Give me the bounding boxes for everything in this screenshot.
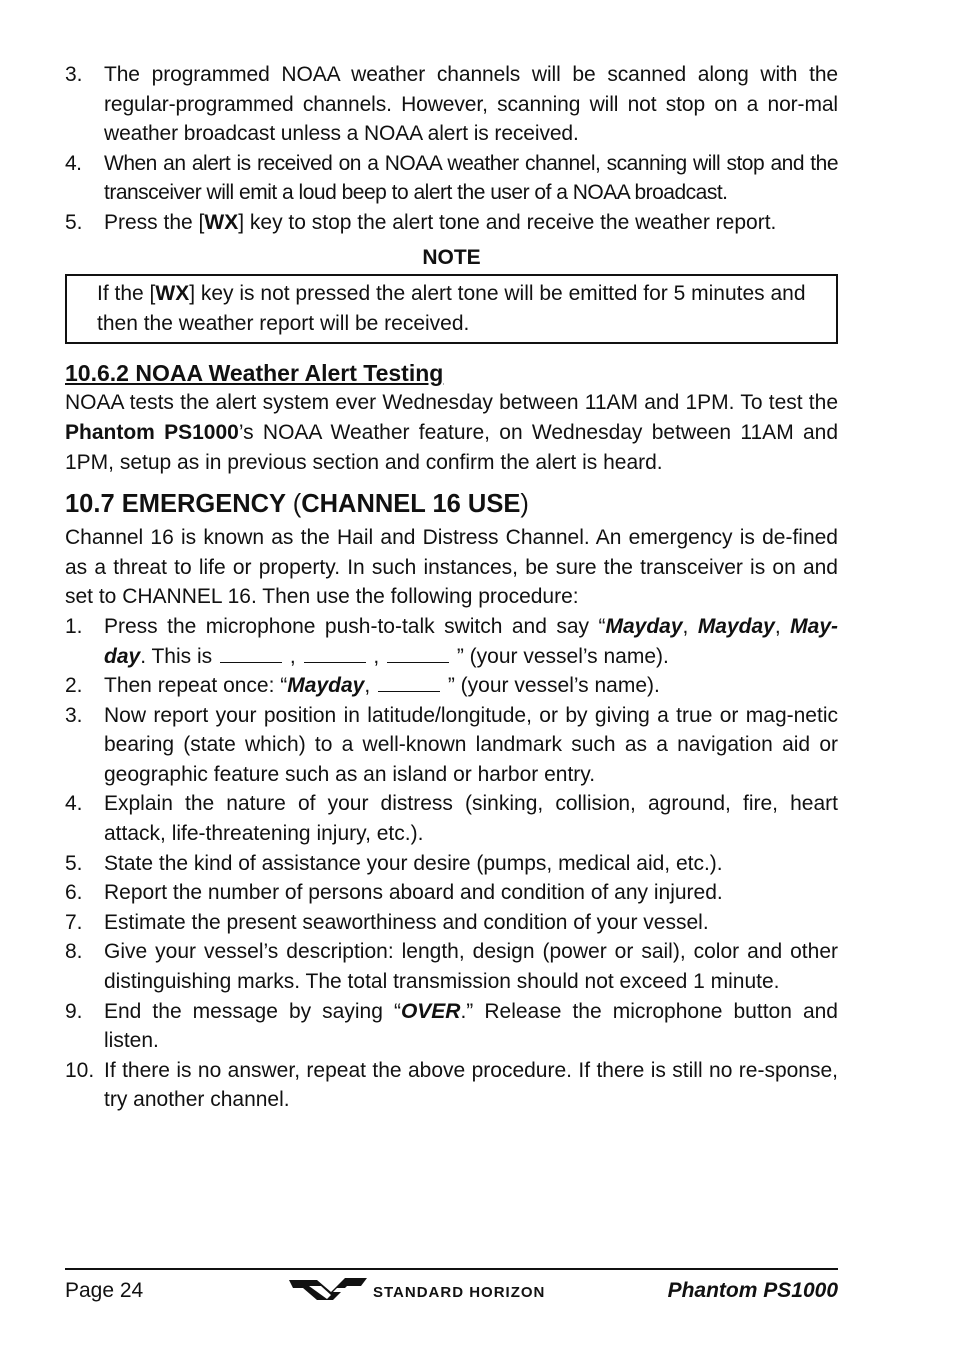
item-number: 1.	[65, 614, 83, 638]
item-text: ” (your vessel’s name).	[451, 644, 669, 668]
list-item	[65, 878, 838, 908]
list-item	[65, 671, 838, 701]
item-number: 7.	[65, 910, 83, 934]
item-number: 8.	[65, 940, 83, 964]
emergency-intro: Channel 16 is known as the Hail and Distress Channel. An emergency is de-fined as a threat to life or property. In such instances, be sure the transceiver is on and set to CHANNEL 16. Then use the following procedure:	[65, 526, 838, 609]
item-text: Explain the nature of your distress (sinking, collision, aground, fire, heart attack, life-threatening injury, etc.).	[104, 792, 838, 846]
item-text: .” Release the microphone button and listen.	[104, 999, 838, 1053]
heading-paren: )	[520, 490, 529, 519]
list-item	[65, 937, 838, 996]
paragraph-text: NOAA tests the alert system ever Wednesday between 11AM and 1PM. To test the	[65, 391, 838, 415]
list-item	[65, 612, 838, 671]
heading-text: CHANNEL 16 USE	[301, 490, 521, 519]
item-text: Report the number of persons aboard and condition of any injured.	[104, 881, 723, 905]
separator: ,	[364, 674, 376, 698]
item-text-pre: Press the [	[104, 210, 205, 234]
list-item	[65, 1056, 838, 1115]
item-text-post: ] key to stop the alert tone and receive the weather report.	[238, 210, 777, 234]
item-number: 5.	[65, 210, 83, 234]
heading-text: 10.7 EMERGENCY	[65, 490, 293, 519]
over-word: OVER	[400, 999, 461, 1023]
list-item	[65, 997, 838, 1056]
section-heading-emergency	[65, 487, 838, 521]
vessel-name-blank	[387, 644, 449, 663]
separator: ,	[682, 614, 698, 638]
mayday-word: May-day	[104, 614, 838, 668]
mayday-word: Mayday	[287, 674, 365, 698]
item-text: When an alert is received on a NOAA weather channel, scanning will stop and the transceiver will emit a loud beep to alert the user of a NOAA broadcast.	[104, 151, 838, 205]
list-item	[65, 789, 838, 848]
vessel-name-blank	[378, 673, 440, 692]
item-text: The programmed NOAA weather channels will be scanned along with the regular-programmed channels. However, scanning will not stop on a nor-mal weather broadcast unless a NOAA alert is received.	[104, 63, 838, 146]
item-text: Now report your position in latitude/longitude, or by giving a true or mag-netic bearing (state which) to a well-known landmark such as a navigation aid or geographic feature such as an island or harbor entry.	[104, 703, 838, 786]
separator: ,	[774, 614, 791, 638]
separator: ,	[367, 644, 386, 668]
item-number: 4.	[65, 151, 82, 175]
list-item	[65, 701, 838, 790]
wave-logo-icon	[287, 1276, 369, 1302]
item-number: 10.	[65, 1058, 95, 1082]
list-item	[65, 149, 838, 208]
paragraph-text: ’s NOAA Weather feature, on Wednesday between 11AM and 1PM, setup as in previous section and confirm the alert is heard.	[65, 420, 838, 474]
item-number: 3.	[65, 63, 83, 86]
item-number: 3.	[65, 703, 83, 727]
item-number: 4.	[65, 792, 83, 816]
product-name: Phantom PS1000	[65, 420, 239, 444]
alert-testing-paragraph	[65, 388, 838, 477]
item-number: 9.	[65, 999, 83, 1023]
heading-paren: (	[292, 490, 302, 519]
item-text: End the message by saying “	[104, 999, 401, 1023]
item-number: 6.	[65, 881, 83, 905]
vessel-name-blank	[220, 644, 282, 663]
item-text: . This is	[140, 644, 218, 668]
note-box	[65, 274, 838, 344]
note-text-pre: If the [	[97, 282, 156, 306]
item-number: 2.	[65, 674, 83, 698]
list-item	[65, 908, 838, 938]
separator: ,	[283, 644, 302, 668]
note-text-post: ] key is not pressed the alert tone will be emitted for 5 minutes and then the weather report will be received.	[97, 282, 806, 335]
wx-key-label: WX	[155, 282, 190, 306]
list-item	[65, 208, 838, 238]
alert-steps-list	[65, 60, 838, 238]
product-name: Phantom PS1000	[667, 1279, 838, 1302]
list-item	[65, 60, 838, 149]
emergency-steps-list	[65, 612, 838, 1115]
manual-page	[65, 60, 838, 1115]
section-heading-alert-testing: 10.6.2 NOAA Weather Alert Testing	[65, 360, 444, 387]
note-heading: NOTE	[422, 245, 481, 269]
item-number: 5.	[65, 851, 83, 875]
item-text: If there is no answer, repeat the above procedure. If there is still no re-sponse, try another channel.	[104, 1058, 838, 1112]
page-footer	[65, 1268, 838, 1310]
mayday-word: Mayday	[697, 614, 775, 638]
vessel-name-blank	[304, 644, 366, 663]
mayday-word: Mayday	[605, 614, 683, 638]
item-text: Estimate the present seaworthiness and condition of your vessel.	[104, 910, 709, 934]
page-number: Page 24	[65, 1279, 144, 1302]
wx-key-label: WX	[204, 210, 239, 234]
item-text: State the kind of assistance your desire (pumps, medical aid, etc.).	[104, 851, 723, 875]
item-text: Press the microphone push-to-talk switch and say “	[104, 614, 606, 638]
item-text: Then repeat once: “	[104, 674, 288, 698]
brand-name: STANDARD HORIZON	[373, 1284, 546, 1301]
item-text: Give your vessel’s description: length, design (power or sail), color and other distinguishing marks. The total transmission should not exceed 1 minute.	[104, 940, 838, 994]
list-item	[65, 849, 838, 879]
item-text: ” (your vessel’s name).	[442, 674, 660, 698]
standard-horizon-logo	[287, 1276, 627, 1306]
